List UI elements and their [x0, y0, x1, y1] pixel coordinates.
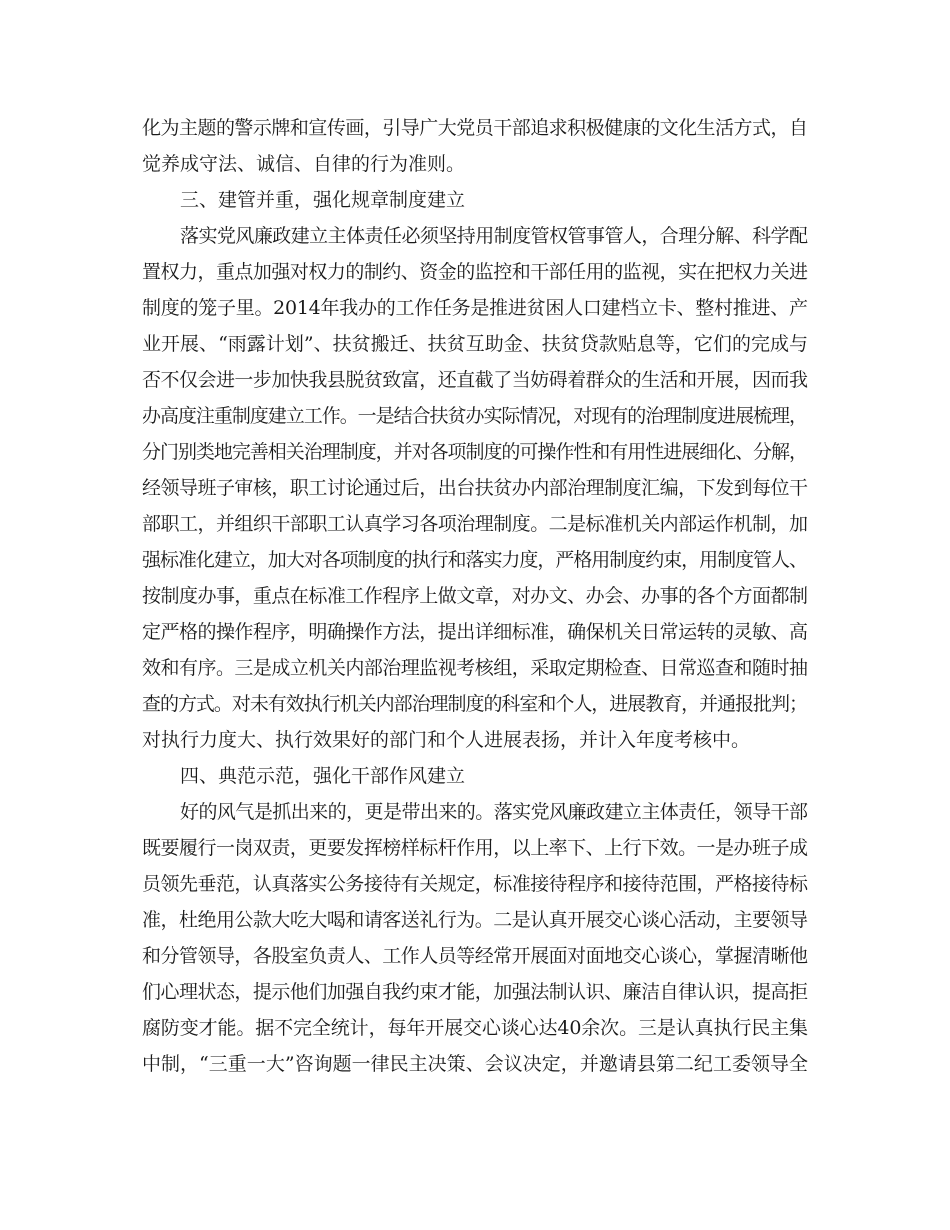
text-line — [0, 221, 950, 251]
line-text: 和分管领导，各股室负责人、工作人员等经常开展面对面地交心谈心，掌握清晰他 — [142, 945, 808, 967]
line-text: 定严格的操作程序，明确操作方法，提出详细标准，确保机关日常运转的灵敏、高 — [142, 621, 808, 643]
line-text: 化为主题的警示牌和宣传画，引导广大党员干部追求积极健康的文化生活方式，自 — [142, 117, 808, 139]
text-line — [0, 1049, 950, 1079]
line-text: 准，杜绝用公款大吃大喝和请客送礼行为。二是认真开展交心谈心活动，主要领导 — [142, 909, 808, 931]
text-line — [0, 401, 950, 431]
line-text: 好的风气是抓出来的，更是带出来的。落实党风廉政建立主体责任，领导干部 — [180, 801, 808, 823]
text-line — [0, 1013, 950, 1043]
line-text: 觉养成守法、诚信、自律的行为准则。 — [142, 153, 466, 175]
text-line — [0, 617, 950, 647]
line-text: 置权力，重点加强对权力的制约、资金的监控和干部任用的监视，实在把权力关进 — [142, 261, 808, 283]
text-line — [0, 545, 950, 575]
text-line — [0, 581, 950, 611]
text-line — [0, 725, 950, 755]
heading-text: 四、典范示范，强化干部作风建立 — [180, 765, 466, 787]
line-text: 对执行力度大、执行效果好的部门和个人进展表扬，并计入年度考核中。 — [142, 729, 751, 751]
text-line — [0, 653, 950, 683]
section-heading — [0, 761, 950, 791]
line-text: 既要履行一岗双责，更要发挥榜样标杆作用，以上率下、上行下效。一是办班子成 — [142, 837, 808, 859]
text-line — [0, 473, 950, 503]
line-text: 落实党风廉政建立主体责任必须坚持用制度管权管事管人，合理分解、科学配 — [180, 225, 808, 247]
line-text: 们心理状态，提示他们加强自我约束才能，加强法制认识、廉洁自律认识，提高拒 — [142, 981, 808, 1003]
line-text: 按制度办事，重点在标准工作程序上做文章，对办文、办会、办事的各个方面都制 — [142, 585, 808, 607]
line-text: 否不仅会进一步加快我县脱贫致富，还直截了当妨碍着群众的生活和开展，因而我 — [142, 369, 808, 391]
line-text: 查的方式。对未有效执行机关内部治理制度的科室和个人，进展教育，并通报批判； — [142, 693, 807, 715]
line-text: 经领导班子审核，职工讨论通过后，出台扶贫办内部治理制度汇编，下发到每位干 — [142, 477, 808, 499]
section-heading — [0, 185, 950, 215]
text-line — [0, 509, 950, 539]
line-text: 强标准化建立，加大对各项制度的执行和落实力度，严格用制度约束，用制度管人、 — [142, 549, 807, 571]
text-line — [0, 797, 950, 827]
line-text: 业开展、“雨露计划”、扶贫搬迁、扶贫互助金、扶贫贷款贴息等，它们的完成与 — [142, 333, 809, 355]
line-text: 部职工，并组织干部职工认真学习各项治理制度。二是标准机关内部运作机制，加 — [142, 513, 808, 535]
text-line — [0, 689, 950, 719]
text-line — [0, 149, 950, 179]
text-line — [0, 293, 950, 323]
line-text: 办高度注重制度建立工作。一是结合扶贫办实际情况，对现有的治理制度进展梳理， — [142, 405, 807, 427]
line-text: 员领先垂范，认真落实公务接待有关规定，标准接待程序和接待范围，严格接待标 — [142, 873, 808, 895]
text-line — [0, 365, 950, 395]
line-text: 腐防变才能。据不完全统计，每年开展交心谈心达40余次。三是认真执行民主集 — [142, 1017, 808, 1039]
text-line — [0, 941, 950, 971]
line-text: 中制，“三重一大”咨询题一律民主决策、会议决定，并邀请县第二纪工委领导全 — [142, 1053, 809, 1075]
text-line — [0, 257, 950, 287]
text-line — [0, 437, 950, 467]
text-line — [0, 833, 950, 863]
line-text: 制度的笼子里。2014年我办的工作任务是推进贫困人口建档立卡、整村推进、产 — [142, 297, 808, 319]
text-line — [0, 977, 950, 1007]
text-line — [0, 113, 950, 143]
line-text: 分门别类地完善相关治理制度，并对各项制度的可操作性和有用性进展细化、分解， — [142, 441, 807, 463]
text-line — [0, 905, 950, 935]
heading-text: 三、建管并重，强化规章制度建立 — [180, 189, 466, 211]
line-text: 效和有序。三是成立机关内部治理监视考核组，采取定期检查、日常巡查和随时抽 — [142, 657, 808, 679]
text-line — [0, 869, 950, 899]
text-line — [0, 329, 950, 359]
